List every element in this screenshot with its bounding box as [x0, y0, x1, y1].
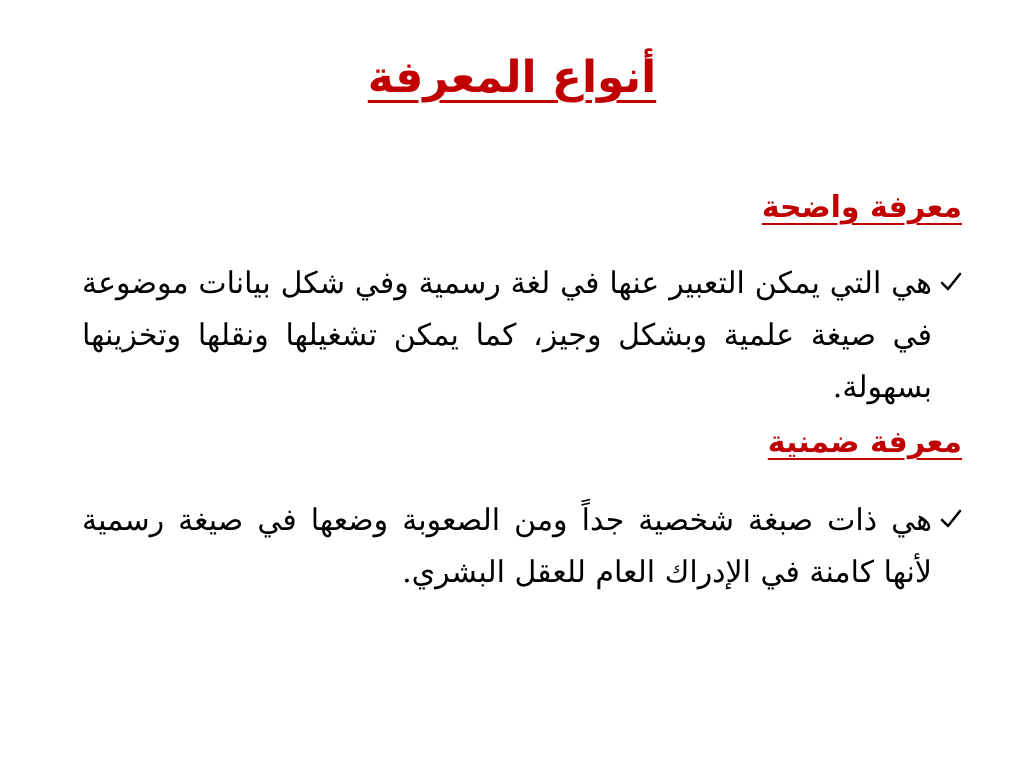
bullet-item-explicit — [82, 258, 962, 414]
section-heading-tacit: معرفة ضمنية — [767, 425, 962, 460]
bullet-text-tacit: هي ذات صبغة شخصية جداً ومن الصعوبة وضعها في صيغة رسمية لأنها كامنة في الإدراك العام للعقل البشري. — [82, 503, 932, 590]
section-heading-explicit: معرفة واضحة — [761, 190, 962, 225]
bullet-text-explicit: هي التي يمكن التعبير عنها في لغة رسمية وفي شكل بيانات موضوعة في صيغة علمية وبشكل وجيز، كما يمكن تشغيلها ونقلها وتخزينها بسهولة. — [82, 266, 932, 405]
check-icon — [932, 262, 962, 302]
bullet-item-tacit — [82, 495, 962, 599]
slide-title: أنواع المعرفة — [367, 52, 657, 103]
check-icon — [932, 499, 962, 539]
